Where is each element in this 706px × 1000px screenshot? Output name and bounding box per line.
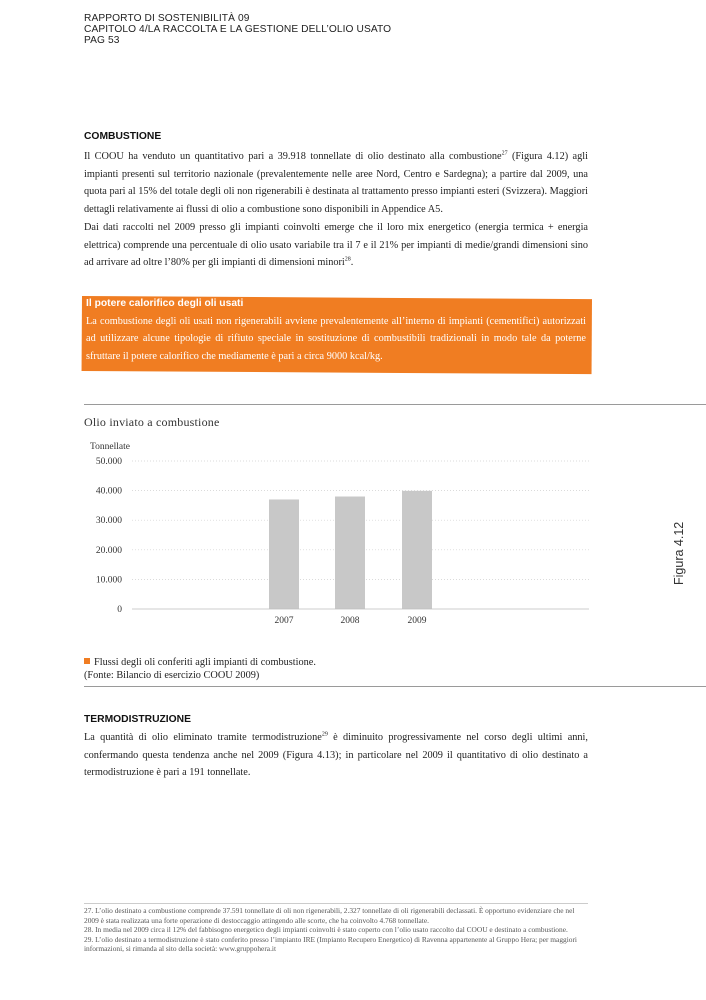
- bar-chart: [84, 435, 594, 635]
- callout-title: Il potere calorifico degli oli usati: [86, 298, 244, 309]
- footnote-29: 29. L’olio destinato a termodistruzione è stato conferito presso l’impianto IRE (Impianto Recupero Energetico) di Ravenna appartenente al Gruppo Hera; per maggiori informazioni, si rimanda al sito della società: www.gruppohera.it: [84, 934, 577, 954]
- y-tick-label: 40.000: [95, 486, 122, 497]
- bar-2008: [335, 497, 365, 609]
- footnote-rule: [84, 903, 588, 904]
- section-title-combustione: COMBUSTIONE: [84, 131, 162, 142]
- figure-bottom-rule: [84, 686, 706, 687]
- page-header: [84, 13, 391, 47]
- callout-text: La combustione degli oli usati non rigenerabili avviene prevalentemente all’interno di impianti (cementifici) autorizzati ad utilizzare alcune tipologie di rifiuto speciale in sostituzione di combustibili tradizionali in modo tale da poterne sfruttare il potere calorifico che mediamente è pari a circa 9000 kcal/kg.: [86, 316, 586, 362]
- y-tick-label: 20.000: [95, 545, 122, 556]
- combustione-paragraph-2: [84, 219, 588, 272]
- section-title-termodistruzione: TERMODISTRUZIONE: [84, 714, 191, 725]
- x-tick-label: 2008: [340, 616, 360, 626]
- x-tick-label: 2009: [407, 616, 427, 626]
- x-tick-label: 2007: [274, 616, 294, 626]
- footnote-ref-28[interactable]: 28: [344, 256, 351, 263]
- legend-text: Flussi degli oli conferiti agli impianti di combustione.: [94, 657, 316, 668]
- footnote-27: 27. L’olio destinato a combustione comprende 37.591 tonnellate di oli non rigenerabili, 2.327 tonnellate di oli rigenerabili declassati. È opportuno evidenziare che nel 2009 è stata realizzata una forte operazione di destoccaggio attingendo alle scorte, che ha coinvolto 4.768 tonnellate.: [84, 906, 575, 925]
- bar-2009: [402, 491, 432, 609]
- text-run: La quantità di olio eliminato tramite termodistruzione: [84, 732, 322, 743]
- text-run: Il COOU ha venduto un quantitativo pari a 39.918 tonnellate di olio destinato alla combustione: [84, 151, 502, 162]
- y-tick-label: 10.000: [95, 575, 122, 586]
- y-tick-label: 30.000: [95, 516, 122, 527]
- footnote-ref-29[interactable]: 29: [321, 731, 328, 738]
- text-run: è diminuito progressivamente nel corso degli ultimi anni, confermando questa tendenza anche nel 2009 (Figura 4.13); in particolare nel 2009 il quantitativo di olio destinato a termodistruzione è pari a 191 tonnellate.: [84, 732, 588, 779]
- footnote-28: 28. In media nel 2009 circa il 12% del fabbisogno energetico degli impianti coinvolti è stato coperto con l’olio usato raccolto dal COOU e destinato a combustione.: [84, 925, 568, 935]
- figure-source: (Fonte: Bilancio di esercizio COOU 2009): [84, 670, 260, 681]
- figure-label: Figura 4.12: [672, 521, 686, 585]
- figure-title: Olio inviato a combustione: [84, 415, 220, 429]
- footnotes: [84, 906, 590, 954]
- y-tick-label: 0: [117, 605, 122, 615]
- text-run: .: [350, 257, 354, 269]
- chapter-title: CAPITOLO 4/LA RACCOLTA E LA GESTIONE DELL’OLIO USATO: [84, 24, 392, 36]
- combustione-paragraph-1: [84, 148, 588, 219]
- text-run: Dai dati raccolti nel 2009 presso gli impianti coinvolti emerge che il loro mix energetico (energia termica + energia elettrica) comprende una percentuale di olio usato variabile tra il 7 e il 21% per impianti di medie/grandi dimensioni sino ad arrivare ad oltre l’80% per gli impianti di dimensioni minori: [84, 221, 588, 269]
- termodistruzione-paragraph-1: [84, 729, 588, 782]
- combustione-text: [84, 148, 588, 272]
- text-run: (Figura 4.12) agli impianti presenti sul territorio nazionale (prevalentemente nelle aree Nord, Centro e Sardegna); a partire dal 2009, una quota pari al 15% del totale degli oli non rigenerabili è destinata al trattamento presso impianti esteri (Svizzera). Maggiori dettagli relativamente ai flussi di olio a combustione sono disponibili in Appendice A5.: [84, 151, 588, 216]
- figure-legend: [84, 656, 316, 682]
- page-number: PAG 53: [84, 35, 120, 47]
- y-axis-label: Tonnellate: [90, 442, 130, 452]
- figure-top-rule: [84, 404, 706, 405]
- legend-swatch: [84, 658, 90, 664]
- y-tick-label: 50.000: [95, 457, 122, 467]
- bar-2007: [269, 499, 299, 609]
- report-title: RAPPORTO DI SOSTENIBILITÀ 09: [84, 13, 250, 24]
- footnote-ref-27[interactable]: 27: [501, 150, 508, 157]
- termodistruzione-text: [84, 729, 588, 782]
